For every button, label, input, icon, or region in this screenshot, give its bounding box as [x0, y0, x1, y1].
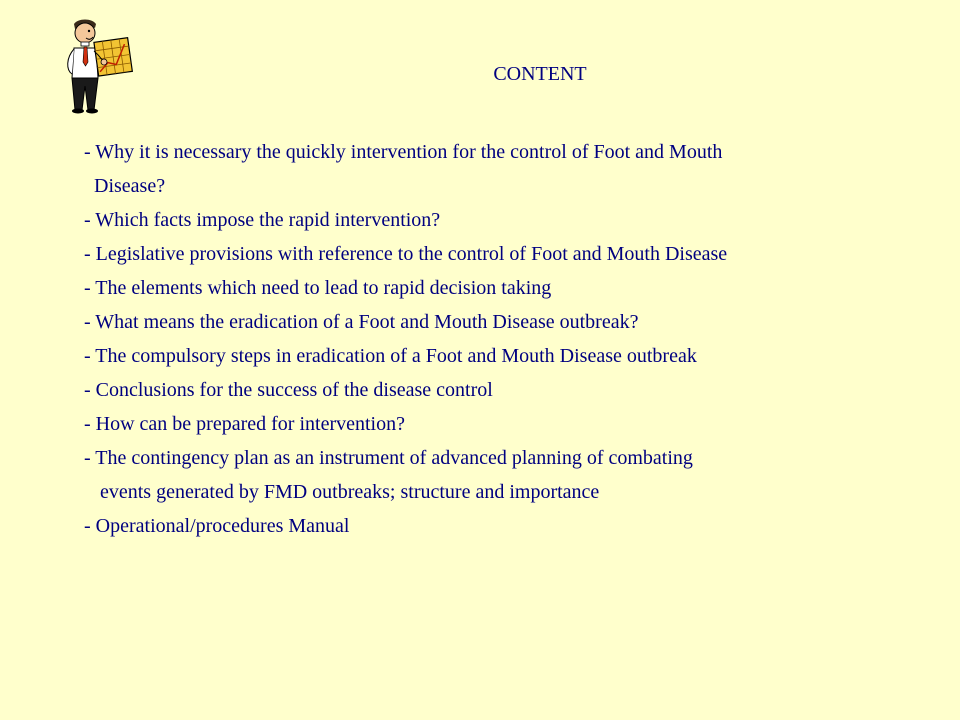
list-item-text: - How can be prepared for intervention? [84, 413, 405, 435]
content-list [84, 135, 727, 543]
list-item [84, 339, 727, 373]
list-item [84, 203, 727, 237]
list-item [84, 237, 727, 271]
list-item-text: - The compulsory steps in eradication of a Foot and Mouth Disease outbreak [84, 345, 697, 367]
list-item [84, 373, 727, 407]
list-item-text: - Conclusions for the success of the disease control [84, 379, 493, 401]
slide-title: CONTENT [493, 63, 587, 85]
list-item-text: - The elements which need to lead to rapid decision taking [84, 277, 552, 299]
list-item-text: - Why it is necessary the quickly intervention for the control of Foot and Mouth [84, 141, 723, 163]
list-item-text: - Which facts impose the rapid intervention? [84, 209, 441, 231]
list-item [84, 441, 727, 509]
list-item-text: - What means the eradication of a Foot and Mouth Disease outbreak? [84, 311, 639, 333]
list-item [84, 271, 727, 305]
list-item-text: - Legislative provisions with reference to the control of Foot and Mouth Disease [84, 243, 728, 265]
list-item [84, 305, 727, 339]
list-item-text: - The contingency plan as an instrument of advanced planning of combating [84, 447, 693, 469]
list-item [84, 509, 727, 543]
list-item [84, 135, 727, 203]
list-item [84, 407, 727, 441]
list-item-text-continued: events generated by FMD outbreaks; structure and importance [100, 481, 600, 503]
list-item-text: - Operational/procedures Manual [84, 515, 350, 537]
list-item-text-continued: Disease? [94, 175, 166, 197]
